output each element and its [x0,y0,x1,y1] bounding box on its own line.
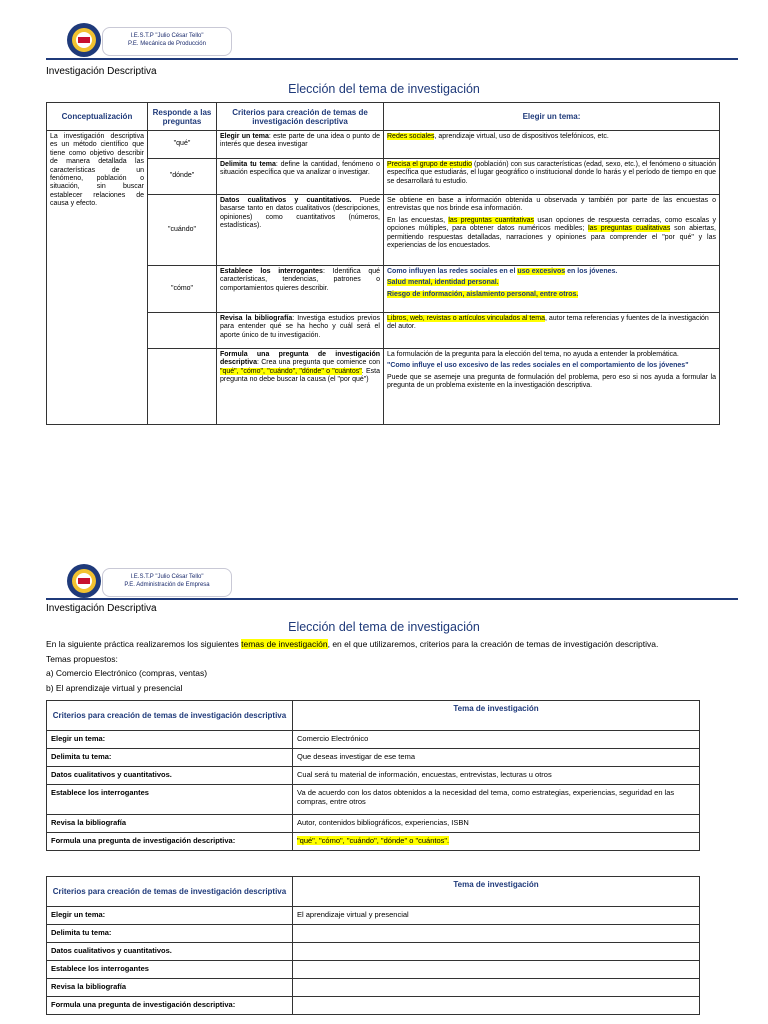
criteria-text: Puede basarse tanto en datos cualitativos (descripciones, opiniones) como cuantitativos (números, estadísticas). [220,197,380,230]
criteria-label: Establece los interrogantes [47,785,293,815]
topic-value [293,833,700,851]
topic-highlight: Riesgo de información, aislamiento personal, entre otros. [387,290,579,298]
header-concept: Conceptualización [47,103,148,131]
topic-table-1 [46,700,700,851]
topic-text: En las encuestas, [387,216,449,224]
criteria-label: Revisa la bibliografía [47,815,293,833]
question-cell: "qué" [148,131,217,159]
criteria-bold: Datos cualitativos y cuantitativos. [220,197,352,204]
institution-label-box [102,568,232,597]
topic-cell [384,195,720,266]
criteria-bold: Delimita tu tema [220,161,276,168]
criteria-label: Formula una pregunta de investigación descriptiva: [47,997,293,1015]
page-title: Elección del tema de investigación [288,82,480,96]
topic-paragraph: "Como influye el uso excesivo de las redes sociales en el comportamiento de los jóvenes" [387,362,689,370]
institution-name: I.E.S.T.P "Julio César Tello" [130,574,204,580]
intro-text: , en el que utilizaremos, criterios para la creación de temas de investigación descriptiva. [327,639,659,649]
criteria-cell [217,131,384,159]
criteria-table [46,102,720,425]
topic-value: Que deseas investigar de ese tema [293,749,700,767]
criteria-cell [217,266,384,313]
criteria-text: : define la cantidad, fenómeno o situación específica que va analizar o investigar. [220,161,380,177]
header-questions: Responde a las preguntas [148,103,217,131]
header-rule [46,598,738,600]
topic-value: Cual será tu material de información, encuestas, entrevistas, lecturas u otros [293,767,700,785]
topic-text: (población) con sus características (edad, sexo, etc.), el fenómeno o situación específica que estudiarás, el lugar geográfico o institucional donde lo harás y el período de tiempo en que se desarrollará tu estudio. [387,161,716,185]
criteria-highlight: "qué", "cómo", "cuándo", "dónde" o "cuántos" [220,367,362,375]
criteria-label: Datos cualitativos y cuantitativos. [47,767,293,785]
criteria-text: : Identifica qué características, tendencias, patrones o comportamientos quieres describir. [220,268,381,292]
page-1 [0,0,768,440]
institution-name: I.E.S.T.P "Julio César Tello" [130,33,204,39]
topic-text: son abiertas, permitiendo respuestas detalladas, narraciones y opiniones para comprender el "por qué" y las experiencias de los encuestados. [387,225,716,250]
topic-text: Como influyen las redes sociales en el [387,268,518,275]
topic-text: en los jóvenes. [565,268,618,275]
criteria-label: Elegir un tema: [47,731,293,749]
institution-label-box [102,27,232,56]
page-subheading: Investigación Descriptiva [46,603,157,614]
page-subheading: Investigación Descriptiva [46,66,157,77]
topic-paragraph [387,279,716,287]
topic-paragraph: Puede que se asemeje una pregunta de formulación del problema, pero eso si nos ayuda a formular la pregunta de un problema existente en la investigación descriptiva. [387,373,716,390]
concept-cell: La investigación descriptiva es un método científico que tiene como objetivo describir de manera detallada las características de un fenómeno, población o situación, sin buscar establecer relaciones de causa y efecto. [47,131,148,425]
program-name: P.E. Administración de Empresa [124,582,210,588]
topic-highlight: "qué", "cómo", "cuándo", "dónde" o "cuántos". [297,836,450,845]
topic-value [293,997,700,1015]
header-topic: Elegir un tema: [384,103,720,131]
criteria-cell [217,195,384,266]
topic-value [293,943,700,961]
header-topic: Tema de investigación [293,701,700,731]
header-rule [46,58,738,60]
topic-cell [384,313,720,349]
criteria-text: : Crea una pregunta que comience con [256,359,380,367]
criteria-text: : este parte de una idea o punto de interés que desea investigar [220,133,380,149]
page-2 [0,560,768,1024]
intro-text: En la siguiente práctica realizaremos los siguientes [46,639,242,649]
topic-value: Va de acuerdo con los datos obtenidos a la necesidad del tema, como estrategias, experiencias, seguridad en las compras, entre otros [293,785,700,815]
question-cell [148,313,217,349]
question-cell [148,349,217,425]
topic-highlight: Redes sociales [387,133,435,140]
tema-a: a) Comercio Electrónico (compras, ventas) [46,668,208,678]
question-cell: "cuándo" [148,195,217,266]
criteria-bold: Formula una pregunta de investigación descriptiva [220,351,380,367]
program-name: P.E. Mecánica de Producción [128,41,206,47]
question-cell: "dónde" [148,159,217,195]
criteria-bold: Elegir un tema [220,133,269,140]
topic-paragraph [387,291,716,299]
criteria-label: Datos cualitativos y cuantitativos. [47,943,293,961]
topic-value: Comercio Electrónico [293,731,700,749]
header-topic: Tema de investigación [293,877,700,907]
topic-paragraph [387,217,716,251]
topic-value [293,979,700,997]
tema-b: b) El aprendizaje virtual y presencial [46,682,183,693]
criteria-label: Formula una pregunta de investigación descriptiva: [47,833,293,851]
topic-value [293,961,700,979]
topic-cell [384,266,720,313]
criteria-cell [217,159,384,195]
institution-logo-icon [66,22,102,58]
header-criteria: Criterios para creación de temas de investigación descriptiva [47,701,293,731]
topic-highlight: Precisa el grupo de estudio [387,161,472,168]
intro-paragraph [46,637,736,652]
criteria-bold: Revisa la bibliografía [220,315,293,322]
topic-highlight: las preguntas cuantitativas [448,216,535,224]
topic-value: El aprendizaje virtual y presencial [293,907,700,925]
header-criteria: Criterios para creación de temas de investigación descriptiva [47,877,293,907]
topic-paragraph [387,268,716,276]
topic-highlight: las preguntas cualitativas [588,225,671,233]
topic-paragraph: La formulación de la pregunta para la elección del tema, no ayuda a entender la problemática. [387,351,679,358]
criteria-label: Delimita tu tema: [47,925,293,943]
topic-paragraph: Se obtiene en base a información obtenida u observada y también por parte de las encuestas o entrevistas que nos brinde esa información. [387,197,716,213]
topic-value [293,925,700,943]
topic-cell [384,159,720,195]
page-title: Elección del tema de investigación [288,620,480,634]
intro-highlight: temas de investigación [241,639,328,649]
criteria-bold: Establece los interrogantes [220,268,323,275]
topic-value: Autor, contenidos bibliográficos, experiencias, ISBN [293,815,700,833]
criteria-text: : Investiga estudios previos para entender qué se ha hecho y cuál será el aporte único de tu investigación. [220,315,381,339]
criteria-label: Establece los interrogantes [47,961,293,979]
criteria-text: . Esta pregunta no debe buscar la causa (el "por qué") [220,367,381,384]
topic-cell [384,131,720,159]
topic-text: usan opciones de respuesta cerradas, como escalas y opciones múltiples, para obtener datos numéricos medibles; [387,216,716,233]
question-cell: "cómo" [148,266,217,313]
criteria-cell [217,349,384,425]
header-criteria: Criterios para creación de temas de investigación descriptiva [217,103,384,131]
temas-label: Temas propuestos: [46,653,118,664]
topic-table-2 [46,876,700,1015]
topic-cell [384,349,720,425]
topic-highlight: Salud mental, identidad personal. [387,279,499,287]
criteria-cell [217,313,384,349]
criteria-label: Elegir un tema: [47,907,293,925]
topic-highlight: uso excesivos [517,268,566,275]
topic-highlight: Libros, web, revistas o artículos vinculados al tema [387,315,545,322]
institution-logo-icon [66,563,102,599]
intro-block [46,637,736,695]
topic-text: , aprendizaje virtual, uso de dispositivos telefónicos, etc. [434,133,609,140]
topic-text: , autor tema referencias y fuentes de la investigación del autor. [387,315,709,331]
criteria-label: Delimita tu tema: [47,749,293,767]
criteria-label: Revisa la bibliografía [47,979,293,997]
